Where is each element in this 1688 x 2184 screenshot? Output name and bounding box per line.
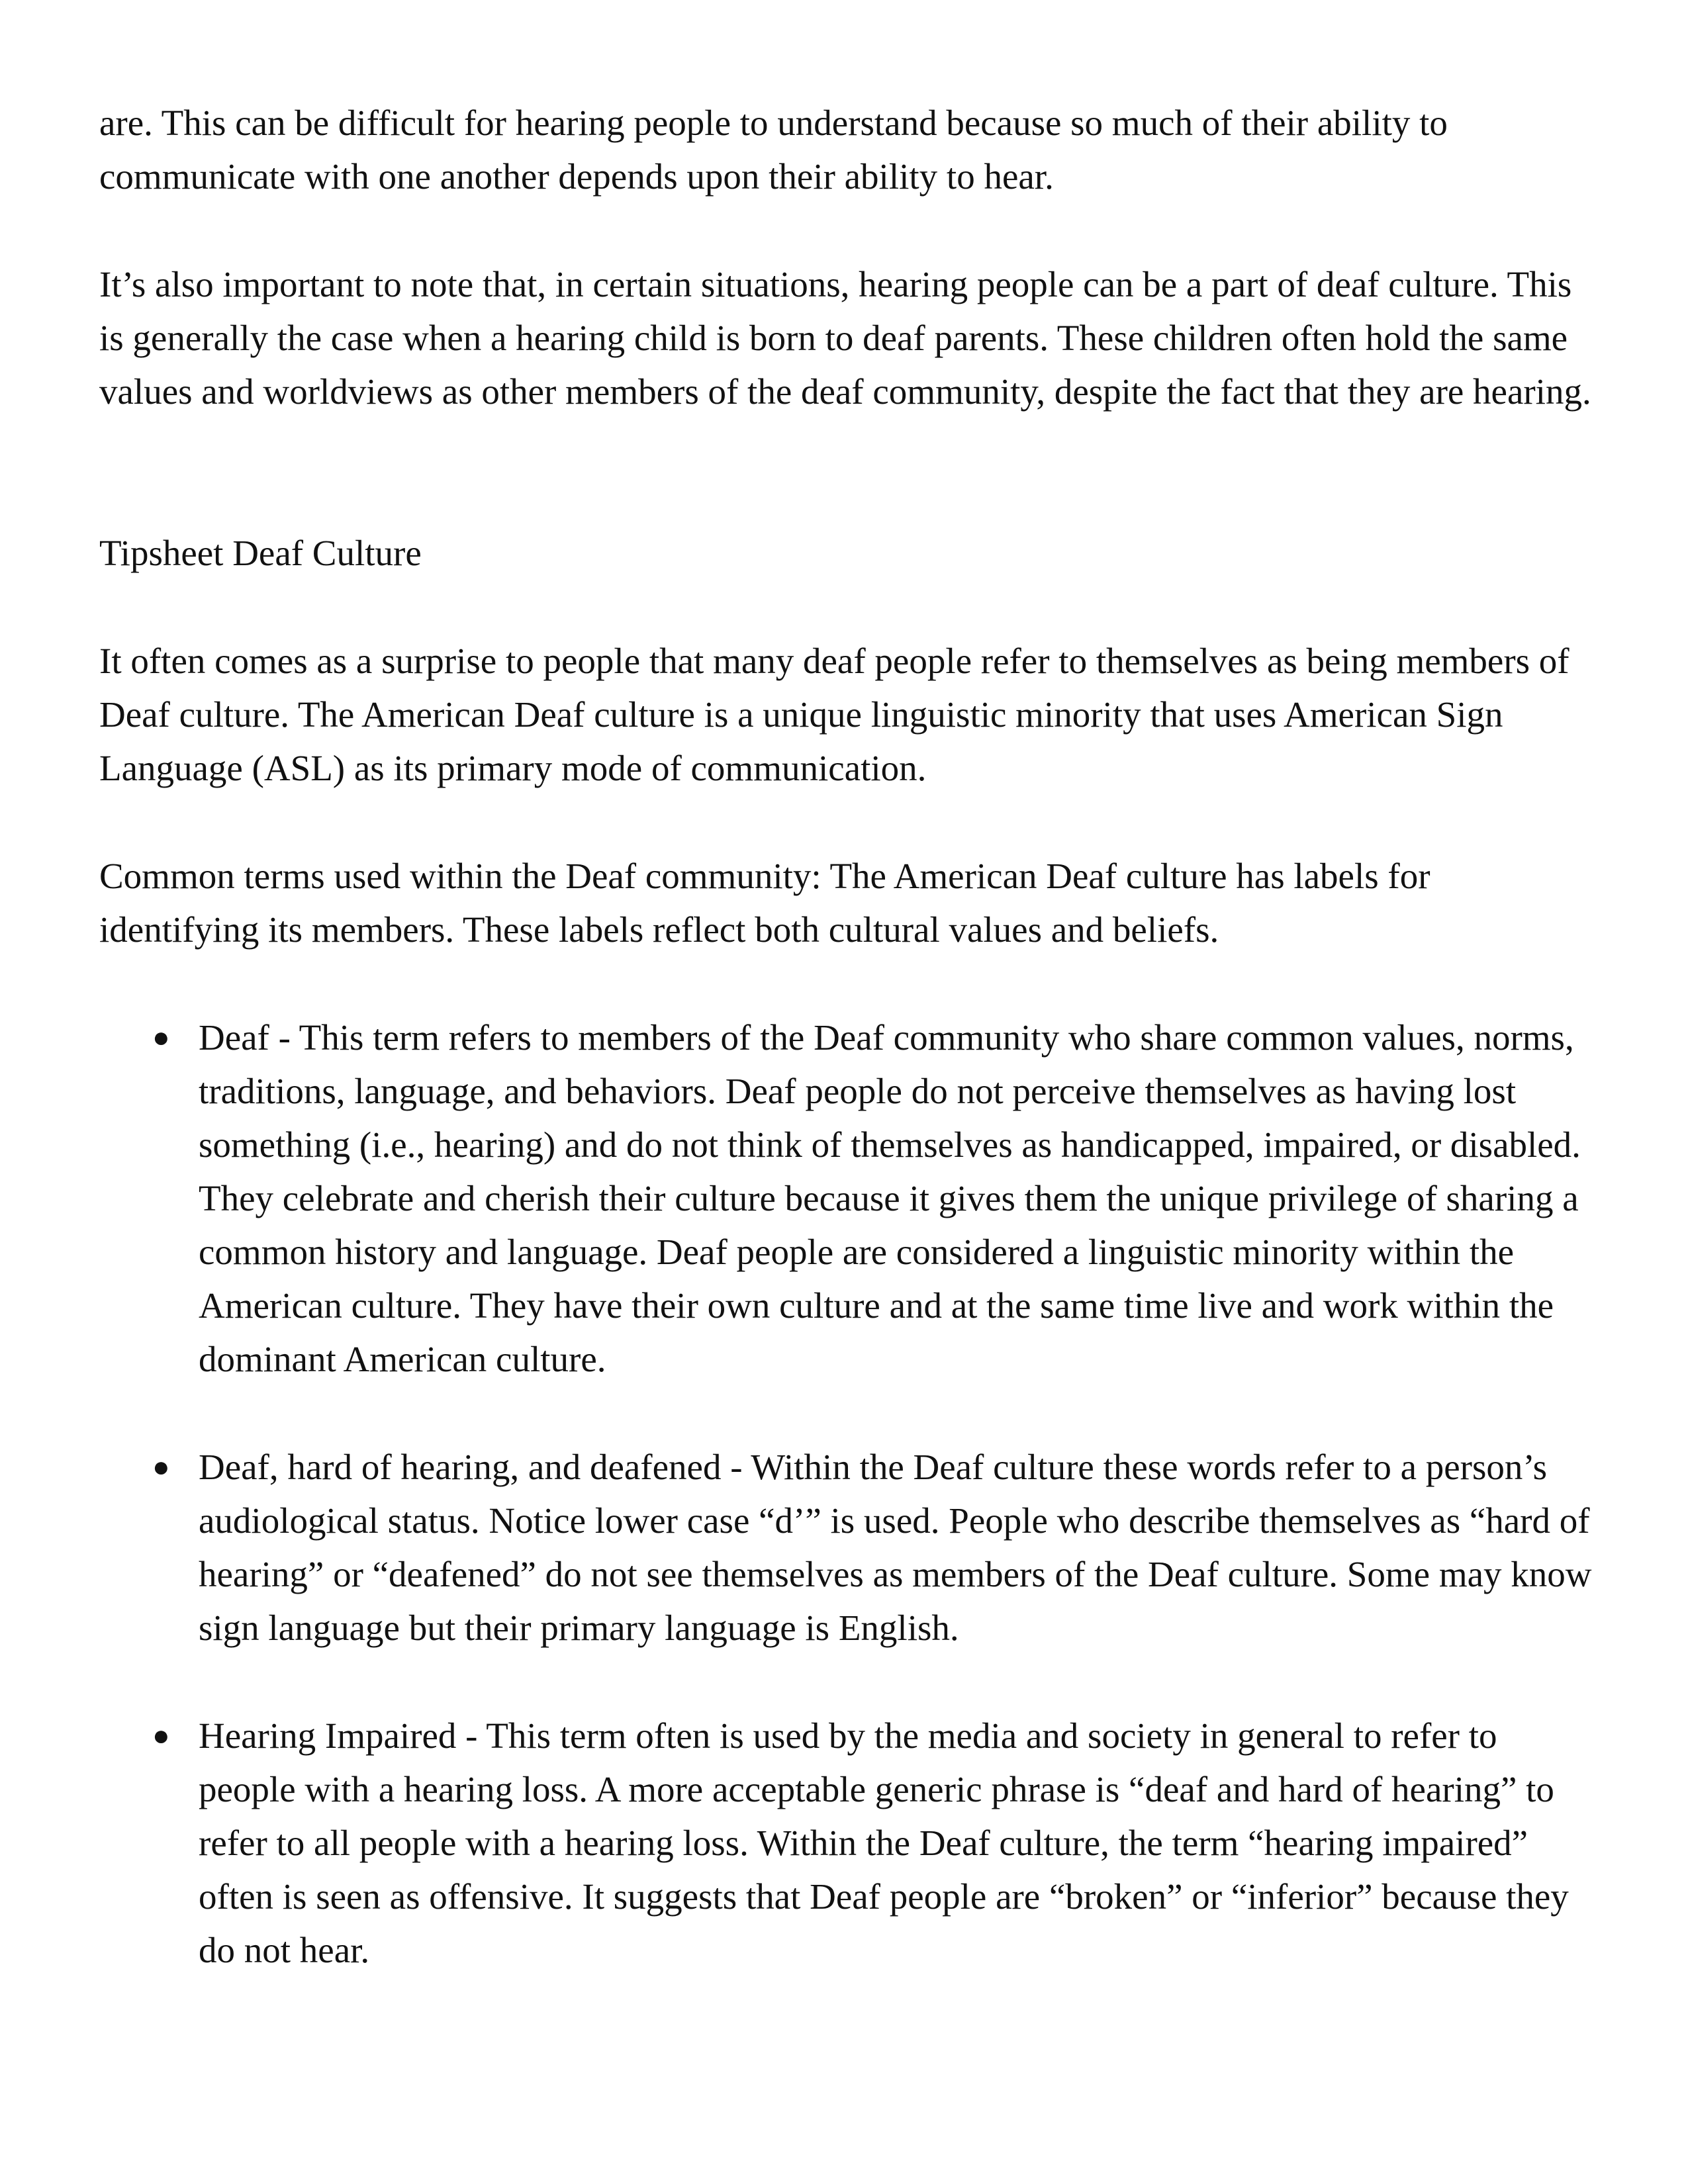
bullet-icon: ●: [152, 1451, 170, 1483]
section-heading: Tipsheet Deaf Culture: [99, 533, 422, 573]
paragraph-deaf-culture-intro: It often comes as a surprise to people that many deaf people refer to themselves as being members of Deaf culture. The American Deaf culture is a unique linguistic minority that uses American Sign Language (ASL) as its primary mode of communication.: [99, 641, 1570, 788]
list-item: [99, 1440, 1595, 1655]
list-item: [99, 1709, 1595, 1977]
term-text: Deaf - This term refers to members of the Deaf community who share common values, norms, traditions, language, and behaviors. Deaf people do not perceive themselves as having lost something (i.e., hearing) and do not think of themselves as handicapped, impaired, or disabled. They celebrate and cherish their culture because it gives them the unique privilege of sharing a common history and language. Deaf people are considered a linguistic minority within the American culture. They have their own culture and at the same time live and work within the dominant American culture.: [199, 1017, 1581, 1379]
terms-list: [99, 1011, 1595, 1977]
term-text: Hearing Impaired - This term often is used by the media and society in general to refer to people with a hearing loss. A more acceptable generic phrase is “deaf and hard of hearing” to refer to all people with a hearing loss. Within the Deaf culture, the term “hearing impaired” often is seen as offensive. It suggests that Deaf people are “broken” or “inferior” because they do not hear.: [199, 1715, 1569, 1970]
bullet-icon: ●: [152, 1719, 170, 1752]
list-item: [99, 1011, 1595, 1386]
paragraph-common-terms: Common terms used within the Deaf community: The American Deaf culture has labels for identifying its members. These labels reflect both cultural values and beliefs.: [99, 856, 1430, 950]
paragraph-hearing-people-in-deaf-culture: It’s also important to note that, in certain situations, hearing people can be a part of deaf culture. This is generally the case when a hearing child is born to deaf parents. These children often hold the same values and worldviews as other members of the deaf community, despite the fact that they are hearing.: [99, 264, 1591, 412]
term-text: Deaf, hard of hearing, and deafened - Within the Deaf culture these words refer to a person’s audiological status. Notice lower case “d’” is used. People who describe themselves as “hard of hearing” or “deafened” do not see themselves as members of the Deaf culture. Some may know sign language but their primary language is English.: [199, 1447, 1592, 1648]
document-page: [99, 96, 1595, 1977]
paragraph-continuation: are. This can be difficult for hearing people to understand because so much of their ability to communicate with one another depends upon their ability to hear.: [99, 103, 1448, 197]
bullet-icon: ●: [152, 1021, 170, 1054]
